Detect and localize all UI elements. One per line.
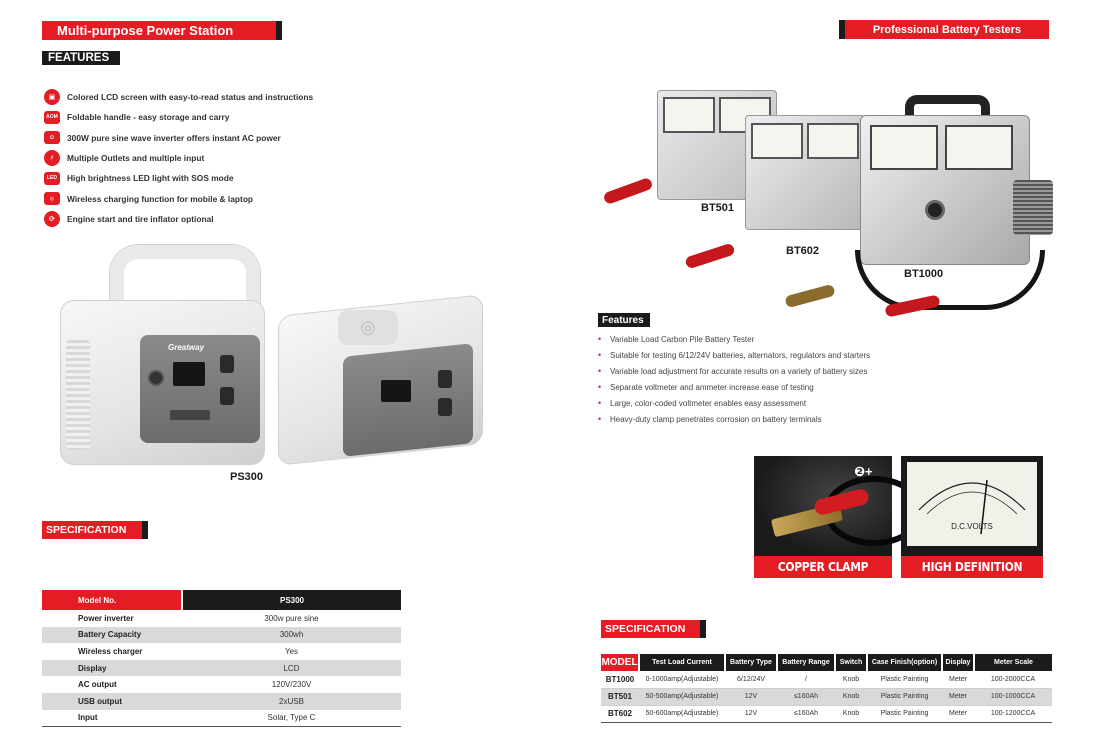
feature-text: 300W pure sine wave inverter offers instant AC power — [67, 132, 281, 143]
table-cell: LCD — [182, 660, 401, 677]
copper-clamp-photo — [754, 456, 892, 578]
feature-text: Heavy-duty clamp penetrates corrosion on battery terminals — [610, 414, 822, 424]
right-page-title: Professional Battery Testers — [839, 20, 1049, 39]
ac-outlet — [438, 398, 452, 416]
feature-text: High brightness LED light with SOS mode — [67, 173, 234, 184]
table-cell: 6/12/24V — [725, 671, 777, 688]
feature-item — [44, 188, 464, 208]
table-cell: 0-1000amp(Adjustable) — [639, 671, 725, 688]
table-cell: 12V — [725, 688, 777, 705]
table-cell: 300w pure sine — [264, 613, 319, 623]
bullet-icon: • — [598, 398, 602, 408]
meter-face — [907, 462, 1037, 546]
table-header-cell: Switch — [835, 654, 867, 671]
table-header-row — [42, 590, 401, 610]
table-row — [42, 710, 401, 727]
feature-text: Colored LCD screen with easy-to-read status and instructions — [67, 92, 314, 103]
list-item — [598, 331, 1018, 347]
power-station-angle-image — [278, 290, 488, 460]
feature-text: Engine start and tire inflator optional — [67, 213, 214, 224]
table-cell: Meter — [942, 705, 974, 722]
plug-icon: ⚡ — [44, 150, 60, 166]
table-header-cell: Case Finish(option) — [867, 654, 942, 671]
table-cell: BT501 — [601, 688, 639, 705]
bullet-icon: • — [598, 382, 602, 392]
photo-caption: COPPER CLAMP — [754, 556, 892, 578]
wireless-pad-icon: ◎ — [338, 310, 398, 345]
red-clamp-icon — [684, 243, 735, 270]
spec-table — [42, 590, 401, 727]
voltmeter-dial — [807, 123, 859, 159]
brand-logo: Greatway — [168, 343, 205, 352]
table-cell: 50-600amp(Adjustable) — [639, 705, 725, 722]
tester-spec-table — [601, 654, 1052, 723]
table-cell: Plastic Painting — [867, 671, 942, 688]
table-cell: 100-2000CCA — [974, 671, 1052, 688]
table-header-cell: PS300 — [182, 590, 401, 610]
ammeter-dial — [870, 125, 938, 170]
list-item — [598, 347, 1018, 363]
table-cell: BT602 — [601, 705, 639, 722]
table-cell: BT1000 — [601, 671, 639, 688]
list-item — [598, 379, 1018, 395]
meter-photo — [901, 456, 1043, 578]
meter-scale-icon — [907, 462, 1037, 546]
feature-text: Wireless charging function for mobile & laptop — [67, 193, 254, 204]
table-header-cell: Display — [942, 654, 974, 671]
table-cell: Battery Capacity — [42, 627, 182, 644]
wireless-icon: ◎ — [44, 192, 60, 205]
right-feature-list — [598, 331, 1018, 427]
cable — [855, 250, 1045, 310]
feature-item — [44, 107, 464, 127]
feature-item — [44, 209, 464, 229]
feature-text: Multiple Outlets and multiple input — [67, 153, 205, 164]
lcd-screen — [381, 380, 411, 402]
table-header-cell: Test Load Current — [639, 654, 725, 671]
table-cell: 50-500amp(Adjustable) — [639, 688, 725, 705]
feature-item — [44, 87, 464, 107]
photo-caption: HIGH DEFINITION — [901, 556, 1043, 578]
table-header-cell: Battery Type — [725, 654, 777, 671]
tester-label-bt1000: BT1000 — [904, 268, 944, 280]
ammeter-dial — [663, 97, 715, 133]
feature-text: Large, color-coded voltmeter enables easy assessment — [610, 398, 807, 408]
table-cell: 300wh — [182, 627, 401, 644]
left-page-title: Multi-purpose Power Station — [42, 21, 282, 40]
feature-item — [44, 168, 464, 188]
table-cell: 120V/230V — [271, 680, 312, 690]
ammeter-dial — [751, 123, 803, 159]
table-row — [601, 671, 1052, 688]
feature-text: Variable load adjustment for accurate results on a variety of battery sizes — [610, 366, 868, 376]
table-cell: ≤160Ah — [777, 705, 835, 722]
table-cell: Solar, Type C — [182, 710, 401, 727]
table-row — [601, 705, 1052, 722]
battery-testers-image — [595, 85, 1055, 330]
table-row — [42, 676, 401, 693]
feature-text: Suitable for testing 6/12/24V batteries, alternators, regulators and starters — [610, 350, 871, 360]
feature-text: Separate voltmeter and ammeter increase ease of testing — [610, 382, 814, 392]
table-cell: 100-1000CCA — [974, 688, 1052, 705]
feature-item — [44, 128, 464, 148]
table-cell: Plastic Painting — [867, 688, 942, 705]
power-button — [148, 370, 164, 386]
ac-outlet — [438, 370, 452, 388]
feature-text: Foldable handle - easy storage and carry — [67, 112, 230, 123]
table-cell: Knob — [835, 688, 867, 705]
right-features-tag: Features — [598, 313, 650, 327]
engine-icon: ⟳ — [44, 211, 60, 227]
table-cell: 100-1200CCA — [974, 705, 1052, 722]
table-row — [42, 610, 401, 627]
table-header-cell: Meter Scale — [974, 654, 1052, 671]
feature-text: Variable Load Carbon Pile Battery Tester — [610, 334, 755, 344]
cooling-fan — [1013, 180, 1053, 235]
product-model-label: PS300 — [230, 471, 264, 483]
table-row — [42, 627, 401, 644]
table-cell: Input — [42, 710, 182, 727]
table-cell: 12V — [725, 705, 777, 722]
bullet-icon: • — [598, 334, 602, 344]
specification-tag: SPECIFICATION — [42, 521, 148, 539]
power-icon: ⏻ — [44, 131, 60, 144]
meter-label: D.C.VOLTS — [951, 522, 993, 531]
table-cell: Knob — [835, 705, 867, 722]
usb-ports — [170, 410, 210, 420]
tester-label-bt602: BT602 — [786, 245, 820, 257]
table-cell: Display — [42, 660, 182, 677]
table-cell: Meter — [942, 688, 974, 705]
feature-list — [44, 87, 464, 229]
table-row — [42, 660, 401, 677]
tester-label-bt501: BT501 — [701, 202, 735, 214]
table-cell: Plastic Painting — [867, 705, 942, 722]
power-station-front-image — [60, 245, 275, 470]
list-item — [598, 411, 1018, 427]
table-cell: Meter — [942, 671, 974, 688]
table-cell: ≤160Ah — [777, 688, 835, 705]
table-row — [42, 693, 401, 710]
table-cell: Knob — [835, 671, 867, 688]
table-header-row — [601, 654, 1052, 671]
bullet-icon: • — [598, 366, 602, 376]
voltmeter-dial — [945, 125, 1013, 170]
table-cell: AC output — [78, 680, 117, 690]
table-cell: Yes — [284, 646, 299, 656]
lcd-screen — [173, 362, 205, 386]
bullet-icon: • — [598, 350, 602, 360]
table-cell: / — [777, 671, 835, 688]
table-row — [42, 643, 401, 660]
features-tag: FEATURES — [42, 51, 120, 65]
table-header-cell: Battery Range — [777, 654, 835, 671]
table-cell: Wireless charger — [78, 646, 143, 656]
table-cell: USB output — [42, 693, 182, 710]
bullet-icon: • — [598, 414, 602, 424]
table-header-cell: MODEL — [601, 654, 639, 671]
led-icon: LED — [44, 172, 60, 185]
list-item — [598, 395, 1018, 411]
red-clamp-icon — [602, 177, 653, 205]
table-row — [601, 688, 1052, 705]
table-cell: 2xUSB — [182, 693, 401, 710]
positive-terminal-icon: ❷+ — [854, 464, 873, 479]
ac-outlet — [220, 355, 234, 373]
handle-icon: AOM — [44, 111, 60, 124]
ac-outlet — [220, 387, 234, 405]
screen-icon: ▣ — [44, 89, 60, 105]
feature-item — [44, 148, 464, 168]
right-specification-tag: SPECIFICATION — [601, 620, 706, 638]
side-vent — [66, 340, 90, 450]
table-cell: Power inverter — [78, 613, 134, 623]
list-item — [598, 363, 1018, 379]
black-clamp-icon — [784, 284, 835, 309]
table-header-cell: Model No. — [42, 590, 182, 610]
load-knob-icon — [925, 200, 945, 220]
